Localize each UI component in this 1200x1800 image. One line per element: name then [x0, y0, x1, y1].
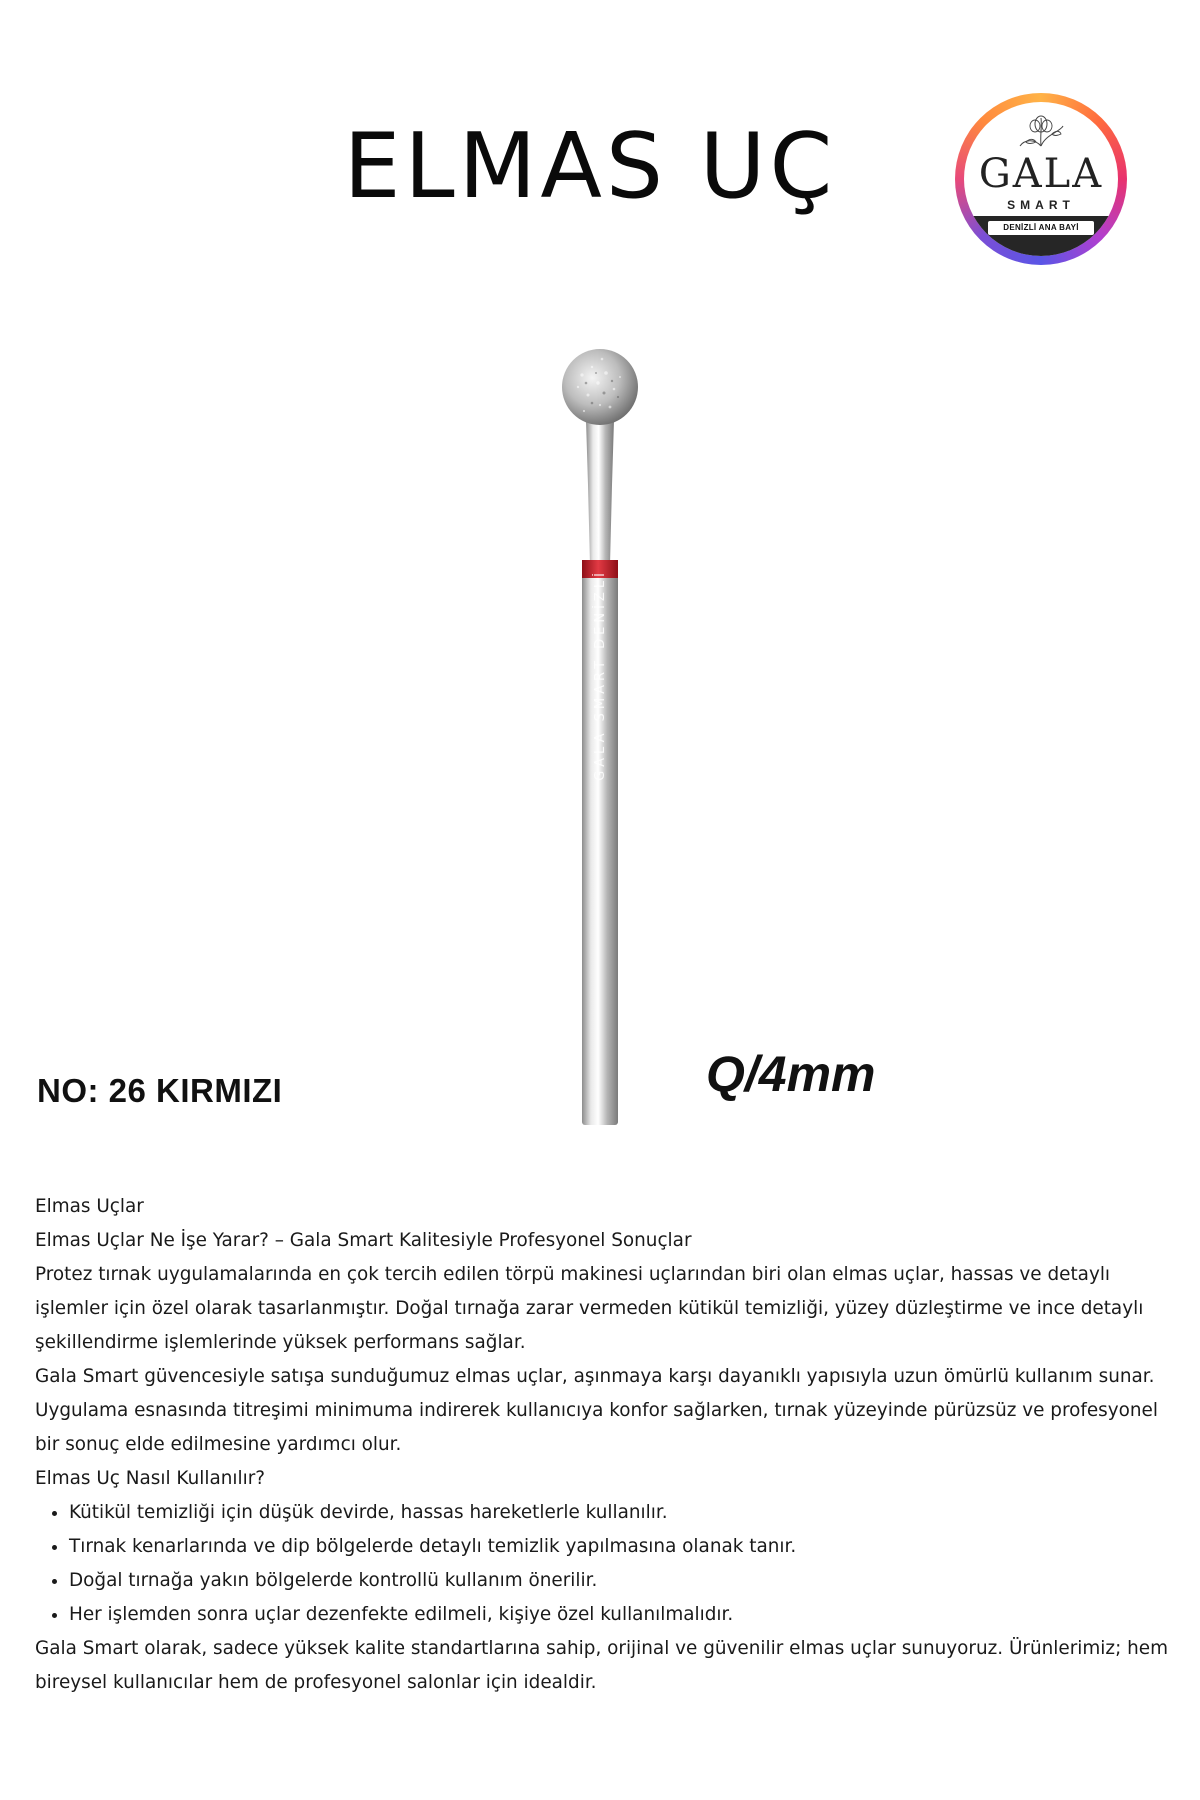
description-paragraph-2: Gala Smart güvencesiyle satışa sunduğumuz elmas uçlar, aşınmaya karşı dayanıklı yapısıyla uzun ömürlü kullanım sunar. Uygulama esnasında titreşimi minimuma indirerek kullanıcıya konfor sağlarken, tırnak yüzeyinde pürüzsüz ve profesyonel bir sonuç elde edilmesine yardımcı olur. [35, 1366, 1158, 1455]
logo-dealer-tag: DENİZLİ ANA BAYİ [988, 221, 1094, 235]
brand-logo [955, 93, 1127, 265]
usage-item: • Her işlemden sonra uçlar dezenfekte edilmeli, kişiye özel kullanılmalıdır. [69, 1598, 1175, 1632]
logo-brand-sub: SMART [1007, 198, 1075, 212]
usage-heading: Elmas Uç Nasıl Kullanılır? [35, 1468, 266, 1489]
flower-icon [1016, 112, 1066, 152]
shank-engraving: GALA SMART DENİZLİ [593, 569, 608, 781]
description-subheading: Elmas Uçlar Ne İşe Yarar? – Gala Smart Kalitesiyle Profesyonel Sonuçlar [35, 1230, 692, 1251]
usage-list [35, 1496, 1175, 1632]
product-size-label: Q/4mm [706, 1046, 876, 1102]
description-closing: Gala Smart olarak, sadece yüksek kalite standartlarına sahip, orijinal ve güvenilir elmas uçlar sunuyoruz. Ürünlerimiz; hem bireysel kullanıcılar hem de profesyonel salonlar için idealdir. [35, 1638, 1168, 1693]
brand-logo-badge [964, 102, 1118, 256]
product-description [35, 1190, 1175, 1700]
page-title: ELMAS UÇ [343, 114, 837, 219]
bit-neck [586, 420, 614, 565]
logo-brand-name: GALA [978, 151, 1104, 197]
diamond-bit-image [540, 345, 660, 1135]
product-code-label: NO: 26 KIRMIZI [37, 1072, 283, 1109]
logo-band [964, 216, 1118, 256]
description-heading: Elmas Uçlar [35, 1196, 144, 1217]
bit-ball [562, 349, 638, 425]
usage-item: • Kütikül temizliği için düşük devirde, hassas hareketlerle kullanılır. [69, 1496, 1175, 1530]
usage-item: • Tırnak kenarlarında ve dip bölgelerde detaylı temizlik yapılmasına olanak tanır. [69, 1530, 1175, 1564]
description-paragraph-1: Protez tırnak uygulamalarında en çok tercih edilen törpü makinesi uçlarından biri olan elmas uçlar, hassas ve detaylı işlemler için özel olarak tasarlanmıştır. Doğal tırnağa zarar vermeden kütikül temizliği, yüzey düzleştirme ve ince detaylı şekillendirme işlemlerinde yüksek performans sağlar. [35, 1264, 1144, 1353]
usage-item: • Doğal tırnağa yakın bölgelerde kontrollü kullanım önerilir. [69, 1564, 1175, 1598]
